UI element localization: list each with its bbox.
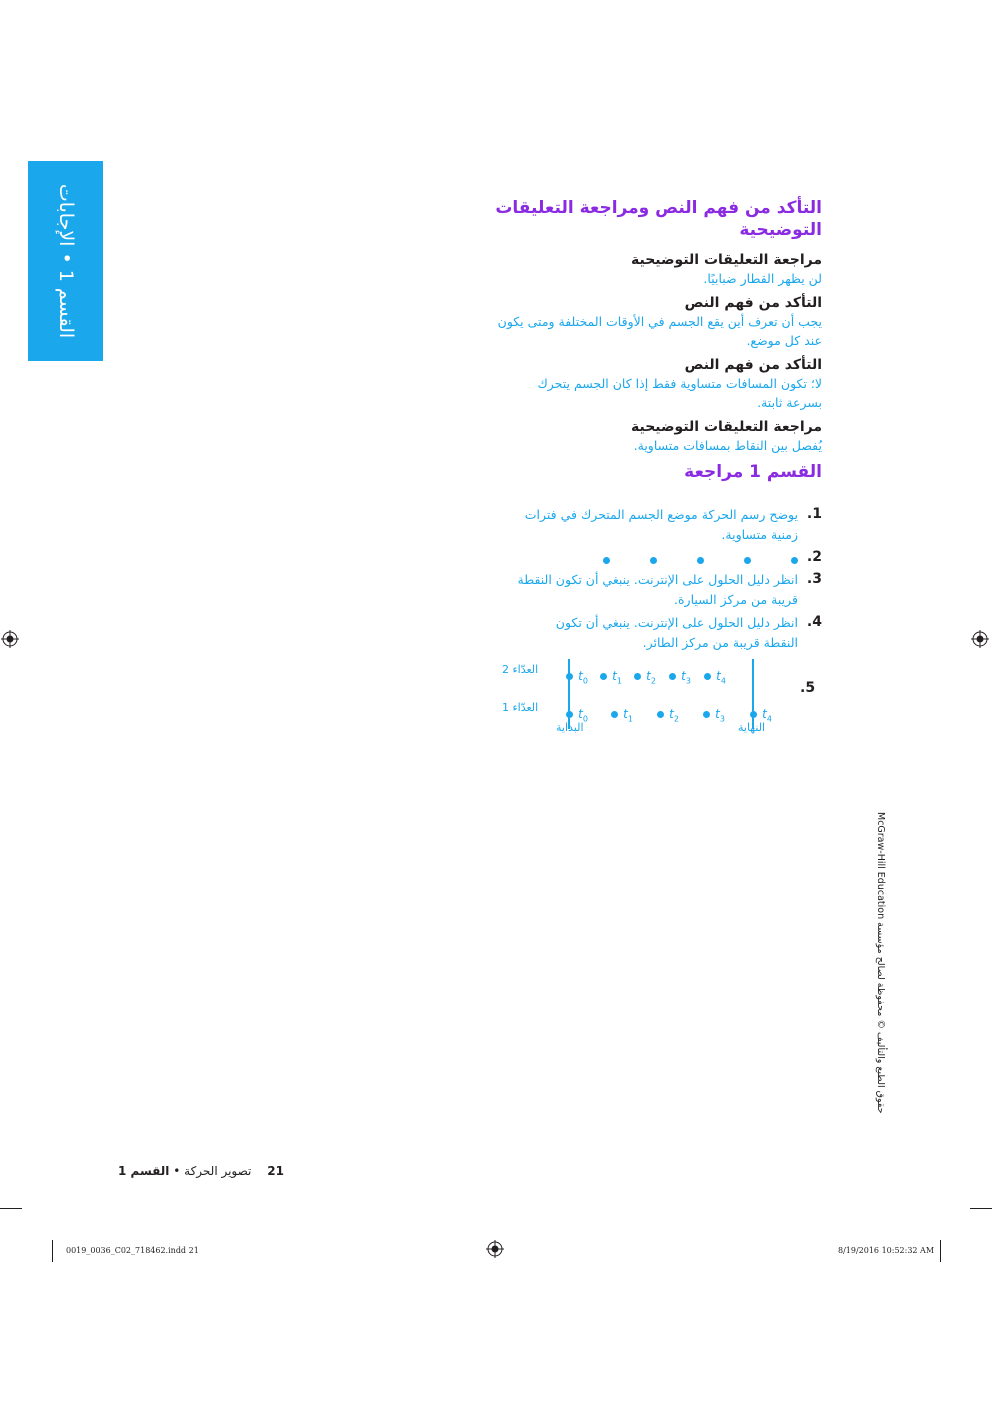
registration-mark-icon	[971, 630, 989, 648]
runner2-point-t2	[634, 665, 656, 685]
check-item-answer: بسرعة ثابتة.	[757, 395, 822, 410]
check-item-heading: مراجعة التعليقات التوضيحية	[631, 419, 822, 435]
runner2-dot	[566, 673, 573, 680]
time-label: $t_4$	[762, 707, 772, 724]
time-label: $t_2$	[669, 707, 679, 724]
check-item-answer: عند كل موضع.	[746, 333, 822, 348]
check-item-answer: لا؛ تكون المسافات متساوية فقط إذا كان الجسم يتحرك	[537, 376, 822, 391]
page-footer	[118, 1164, 284, 1178]
slug-filename: 0019_0036_C02_718462.indd 21	[66, 1246, 199, 1255]
question-number: 5.	[800, 680, 816, 696]
registration-mark-icon	[1, 630, 19, 648]
question-answer-line: انظر دليل الحلول على الإنترنت. ينبغي أن تكون	[555, 615, 798, 630]
footer-section-title: تصوير الحركة	[184, 1164, 252, 1178]
check-item	[482, 294, 822, 350]
footer-bullet: •	[173, 1164, 181, 1178]
runner1-dot	[566, 711, 573, 718]
runner1-dot	[750, 711, 757, 718]
runner1-point-t2	[657, 703, 679, 723]
check-item-answer: لن يظهر القطار ضبابيًا.	[703, 271, 822, 286]
runner2-dot	[704, 673, 711, 680]
question-number: 4.	[806, 614, 822, 630]
review-questions	[482, 505, 822, 653]
runner2-label: العدّاء 2	[502, 663, 539, 676]
check-item-answer: يُفصل بين النقاط بمسافات متساوية.	[633, 438, 822, 453]
time-label: $t_3$	[681, 669, 691, 686]
page-number: 21	[267, 1164, 284, 1178]
runner1-dot	[611, 711, 618, 718]
question-answer-line: قريبة من مركز السيارة.	[674, 592, 798, 607]
check-item	[482, 356, 822, 412]
time-label: $t_3$	[715, 707, 725, 724]
review-question-2	[482, 548, 822, 567]
registration-mark-icon	[486, 1240, 504, 1258]
question-answer-line: يوضح رسم الحركة موضع الجسم المتحرك في فترات	[524, 507, 798, 522]
runner1-point-t0	[566, 703, 588, 723]
review-question-1	[482, 505, 822, 545]
runner2-point-t4	[704, 665, 726, 685]
check-item-heading: مراجعة التعليقات التوضيحية	[631, 252, 822, 268]
runner2-point-t3	[669, 665, 691, 685]
time-label: $t_2$	[646, 669, 656, 686]
side-tab-label: القسم 1 • الإجابات	[55, 183, 77, 339]
time-label: $t_0$	[578, 707, 588, 724]
check-item	[482, 251, 822, 288]
runner2-point-t1	[600, 665, 622, 685]
time-label: $t_0$	[578, 669, 588, 686]
question-answer-line: زمنية متساوية.	[721, 527, 798, 542]
runner1-point-t4	[750, 703, 772, 723]
motion-dot	[791, 557, 798, 564]
check-section-title-line1: التأكد من فهم النص ومراجعة التعليقات	[495, 198, 822, 218]
motion-dots	[603, 548, 798, 567]
runner1-dot	[703, 711, 710, 718]
runner2-dot	[600, 673, 607, 680]
copyright-text: McGraw-Hill Education حقوق الطبع والتأليف © محفوظة لصالح مؤسسة	[875, 812, 886, 1114]
crop-mark	[0, 1208, 22, 1209]
runner1-point-t3	[703, 703, 725, 723]
runner2-dot	[669, 673, 676, 680]
question-number: 2.	[806, 549, 822, 565]
runner1-point-t1	[611, 703, 633, 723]
check-item-heading: التأكد من فهم النص	[684, 357, 822, 373]
motion-dot	[603, 557, 610, 564]
check-item-answer: يجب أن تعرف أين يقع الجسم في الأوقات المختلفة ومتى يكون	[497, 314, 822, 329]
question-answer-line: النقطة قريبة من مركز الطائر.	[642, 635, 798, 650]
check-item	[482, 418, 822, 455]
check-section	[482, 197, 822, 483]
runner1-dot	[657, 711, 664, 718]
motion-dot	[650, 557, 657, 564]
crop-mark	[970, 1208, 992, 1209]
time-label: $t_1$	[623, 707, 633, 724]
runner2-point-t0	[566, 665, 588, 685]
footer-section: القسم 1	[118, 1164, 170, 1178]
review-section-title: القسم 1 مراجعة	[684, 462, 822, 482]
question-number: 3.	[806, 571, 822, 587]
question-answer-line: انظر دليل الحلول على الإنترنت. ينبغي أن تكون النقطة	[517, 572, 798, 587]
runner1-label: العدّاء 1	[502, 701, 539, 714]
finish-label: النهاية	[738, 721, 766, 734]
motion-diagram	[480, 655, 800, 745]
time-label: $t_4$	[716, 669, 726, 686]
time-label: $t_1$	[612, 669, 622, 686]
crop-mark	[940, 1240, 941, 1262]
runner2-dot	[634, 673, 641, 680]
start-label: البداية	[556, 721, 584, 734]
check-section-title-line2: التوضيحية	[739, 220, 822, 240]
slug-datetime: 8/19/2016 10:52:32 AM	[838, 1246, 935, 1255]
copyright-notice	[874, 812, 886, 1132]
crop-mark	[52, 1240, 53, 1262]
section-side-tab	[28, 161, 103, 361]
review-question-3	[482, 570, 822, 610]
motion-dot	[697, 557, 704, 564]
motion-dot	[744, 557, 751, 564]
question-number: 1.	[806, 506, 822, 522]
review-question-4	[482, 613, 822, 653]
check-item-heading: التأكد من فهم النص	[684, 295, 822, 311]
